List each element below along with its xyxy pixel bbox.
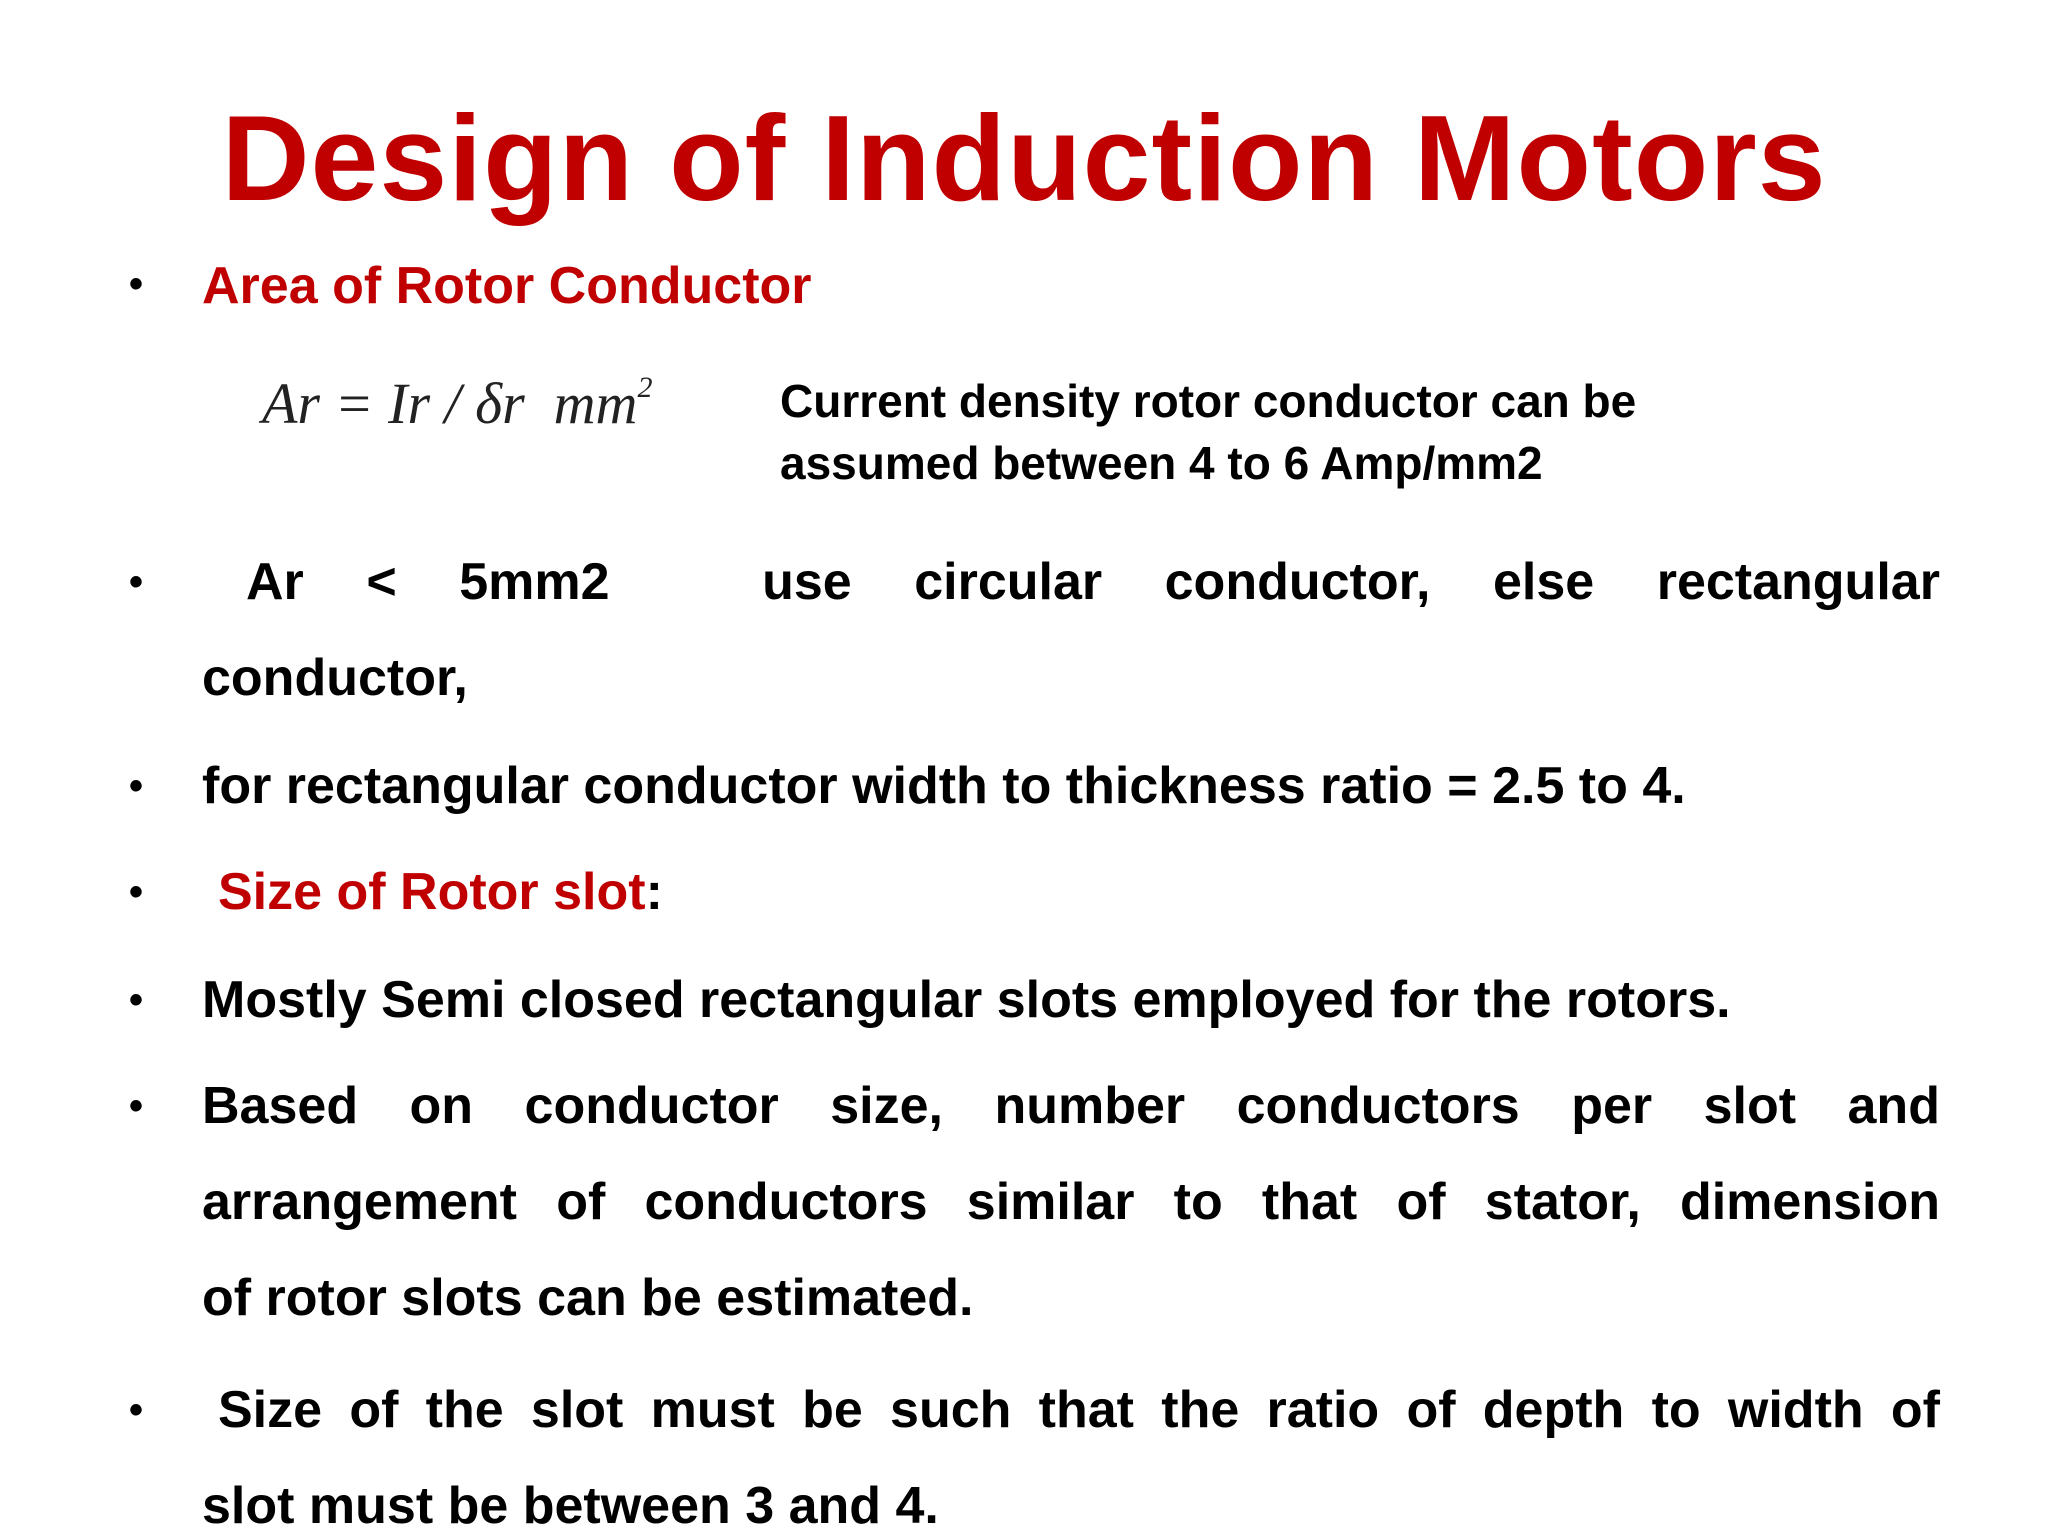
slide-title: Design of Induction Motors: [221, 90, 1827, 226]
word: dimension: [1679, 1173, 1940, 1231]
word: that: [1038, 1381, 1134, 1439]
bullet-marker: •: [128, 1388, 143, 1432]
word: ratio: [1266, 1381, 1380, 1439]
word: on: [409, 1077, 474, 1135]
bullet2-line1: [202, 552, 1940, 612]
word: of: [1890, 1381, 1940, 1439]
word: that: [1261, 1173, 1358, 1231]
word: slot: [1703, 1077, 1797, 1135]
note-line-2: assumed between 4 to 6 Amp/mm2: [780, 437, 1543, 489]
bullet6-line2: [202, 1172, 1940, 1232]
word: stator,: [1484, 1173, 1641, 1231]
bullet-marker: •: [128, 764, 143, 808]
bullet4-line: [218, 862, 663, 922]
current-density-note: [780, 370, 1636, 494]
word: conductor: [524, 1077, 779, 1135]
bullet3-text: for rectangular conductor width to thickness ratio = 2.5 to 4.: [202, 757, 1686, 815]
formula-unit: mm: [553, 371, 638, 436]
word: to: [1651, 1381, 1701, 1439]
word: depth: [1482, 1381, 1625, 1439]
word: slot: [530, 1381, 624, 1439]
word: size,: [830, 1077, 943, 1135]
bullet-marker: •: [128, 1084, 143, 1128]
area-heading: Area of Rotor Conductor: [202, 257, 812, 315]
word: arrangement: [202, 1173, 517, 1231]
bullet6-line1: [202, 1076, 1940, 1136]
bullet6-line3: of rotor slots can be estimated.: [202, 1269, 974, 1327]
bullet-marker: •: [128, 560, 143, 604]
word: to: [1173, 1173, 1223, 1231]
formula-unit-sup: 2: [637, 370, 653, 404]
word: the: [1161, 1381, 1240, 1439]
word: of: [1406, 1381, 1456, 1439]
word: and: [1847, 1077, 1940, 1135]
word: must: [650, 1381, 775, 1439]
word: use: [762, 553, 852, 611]
area-formula: [262, 370, 652, 437]
word: width: [1727, 1381, 1864, 1439]
word: conductors: [1236, 1077, 1520, 1135]
word: such: [890, 1381, 1012, 1439]
bullet2-line2: conductor,: [202, 649, 468, 707]
word: of: [349, 1381, 399, 1439]
bullet-marker: •: [128, 978, 143, 1022]
word: <: [366, 553, 397, 611]
word: of: [1396, 1173, 1446, 1231]
word: rectangular: [1656, 553, 1940, 611]
word: conductor,: [1164, 553, 1431, 611]
word: Based: [202, 1077, 359, 1135]
word: conductors: [644, 1173, 928, 1231]
bullet7-line2: slot must be between 3 and 4.: [202, 1477, 939, 1535]
word: number: [994, 1077, 1186, 1135]
word: the: [425, 1381, 504, 1439]
bullet-marker: •: [128, 870, 143, 914]
bullet-marker: •: [128, 262, 143, 306]
word: 5mm2: [459, 553, 610, 611]
rotor-slot-heading: Size of Rotor slot: [218, 863, 646, 921]
word: similar: [966, 1173, 1135, 1231]
formula-lhs: Ar = Ir / δr: [262, 371, 525, 436]
word: Size: [218, 1381, 323, 1439]
word: Ar: [246, 553, 304, 611]
word: circular: [914, 553, 1103, 611]
word: per: [1571, 1077, 1653, 1135]
heading-colon: :: [645, 863, 663, 921]
bullet7-line1: [218, 1380, 1940, 1440]
bullet5-text: Mostly Semi closed rectangular slots employed for the rotors.: [202, 971, 1731, 1029]
word: else: [1492, 553, 1595, 611]
word: be: [802, 1381, 863, 1439]
note-line-1: Current density rotor conductor can be: [780, 375, 1637, 427]
word: of: [556, 1173, 606, 1231]
